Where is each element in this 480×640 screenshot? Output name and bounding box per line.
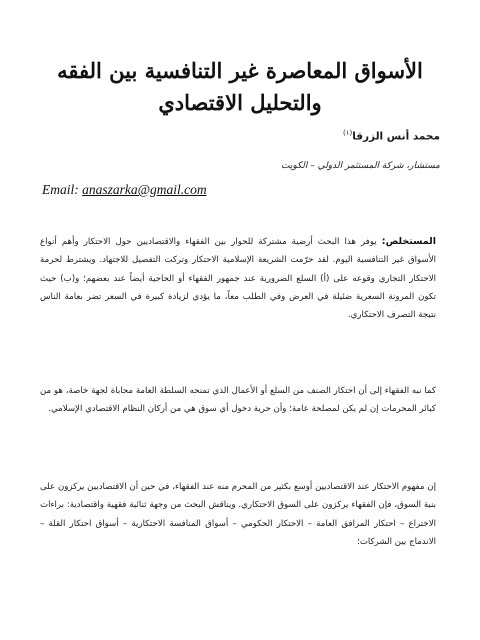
email-link[interactable]: anaszarka@gmail.com	[82, 182, 207, 197]
title-line-2: والتحليل الاقتصادي	[158, 90, 322, 115]
abstract-text: يوفر هذا البحث أرضية مشتركة للحوار بين الفقهاء والاقتصاديين حول الاحتكار وأهم أنواع الأسواق غير التنافسية اليوم. لقد حرّمت الشريعة الإسلامية الاحتكار وتركت التفصيل للاجتهاد. ويشترط لحرمة الاحتكار التجاري وقوعه على (أ) السلع الضرورية عند جمهور الفقهاء أو الحاجية أيضاً عند بعضهم؛ و(ب) حيث تكون المرونة السعرية ضئيلة في العرض وفي الطلب معاً، ما يؤدي لزيادة كبيرة في السعر تضر بعامة الناس نتيجة التصرف الاحتكاري.	[40, 237, 436, 321]
author-name-text: محمد أنس الزرقا	[352, 130, 440, 143]
author-affiliation: مستشار، شركة المستثمر الدولي – الكويت	[281, 161, 440, 171]
abstract-paragraph-2: كما نبه الفقهاء إلى أن احتكار الصنف من السلع أو الأعمال الذي تمنحه السلطة العامة محاباة لجهة خاصة، هو من كبائر المحرمات إن لم يكن لمصلحة عامة؛ وأن حرية دخول أي سوق هي من أركان النظام الاقتصادي الإسلامي.	[40, 386, 436, 415]
abstract-paragraph-1	[40, 233, 436, 324]
footnote-mark[interactable]: (١)	[342, 129, 353, 137]
email-line	[42, 180, 207, 200]
author-name	[40, 124, 440, 146]
abstract-label: المستخلص:	[381, 236, 436, 247]
title-line-1: الأسواق المعاصرة غير التنافسية بين الفقه	[57, 58, 423, 83]
email-label: Email:	[42, 182, 79, 197]
abstract-paragraph-3: إن مفهوم الاحتكار عند الاقتصاديين أوسع بكثير من المحرم منه عند الفقهاء، في حين أن الاقتصاديين يركزون على بنية السوق، فإن الفقهاء يركزون على السوق الاحتكاري. ويناقش البحث من وجهة ثنائية فقهية واقتصادية: براءات الاختراع – احتكار المرافق العامة – الاحتكار الحكومي – أسواق المنافسة الاحتكارية – أسواق احتكار القلة – الاندماج بين الشركات؛	[40, 482, 436, 547]
